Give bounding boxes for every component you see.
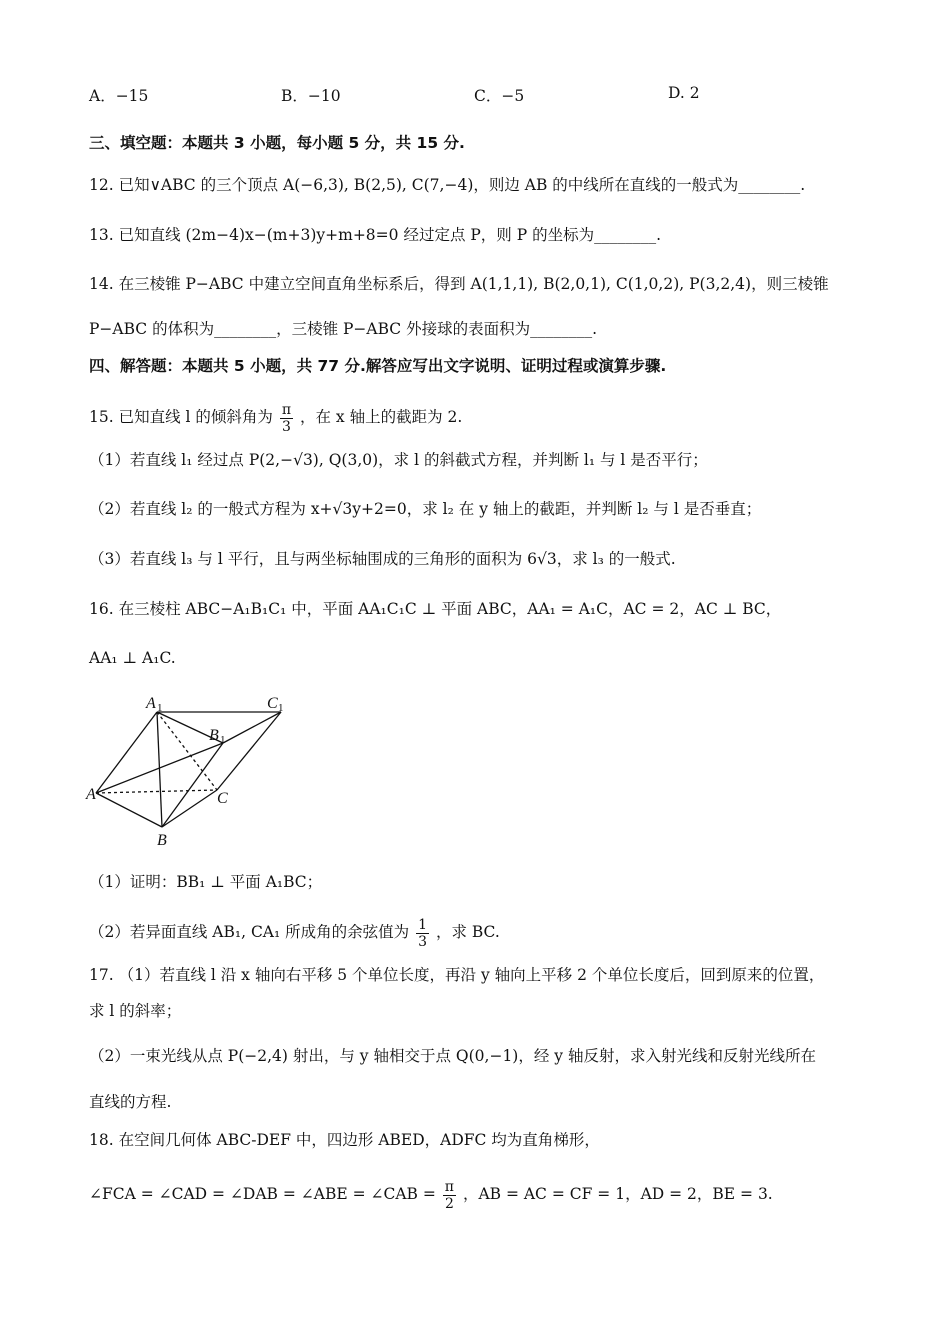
question-15-stem (89, 397, 462, 437)
label-b1: B (209, 727, 219, 744)
question-17-line-4: 直线的方程. (89, 1093, 172, 1111)
question-17-line-1: 17. （1）若直线 l 沿 x 轴向右平移 5 个单位长度，再沿 y 轴向上平移 2 个单位长度后，回到原来的位置， (89, 966, 825, 984)
question-15-part-2: （2）若直线 l₂ 的一般式方程为 x+√3y+2=0，求 l₂ 在 y 轴上的截距，并判断 l₂ 与 l 是否垂直； (89, 500, 762, 518)
question-15-part-1: （1）若直线 l₁ 经过点 P(2,−√3), Q(3,0)，求 l 的斜截式方程，并判断 l₁ 与 l 是否平行； (89, 451, 708, 469)
question-14-line-2: P−ABC 的体积为________，三棱锥 P−ABC 外接球的表面积为________. (89, 320, 598, 338)
question-16-line-1: 16. 在三棱柱 ABC−A₁B₁C₁ 中，平面 AA₁C₁C ⊥ 平面 ABC，AA₁ = A₁C，AC = 2，AC ⊥ BC， (89, 600, 782, 618)
q16-p2-post: ，求 BC. (435, 923, 500, 941)
edge-a1-c-dashed (157, 712, 217, 790)
question-14-line-1: 14. 在三棱锥 P−ABC 中建立空间直角坐标系后，得到 A(1,1,1), B(2,0,1), C(1,0,2), P(3,2,4)，则三棱锥 (89, 275, 829, 293)
q18-frac-num: π (444, 1178, 454, 1195)
q18-frac-den: 2 (444, 1195, 454, 1212)
label-c1-sub: 1 (278, 702, 284, 714)
label-b: B (157, 832, 167, 849)
q18-line2-post: ，AB = AC = CF = 1，AD = 2，BE = 3. (462, 1185, 773, 1203)
question-18-line-1: 18. 在空间几何体 ABC-DEF 中，四边形 ABED，ADFC 均为直角梯形， (89, 1131, 600, 1149)
q18-line2-pre: ∠FCA = ∠CAD = ∠DAB = ∠ABE = ∠CAB = (89, 1185, 436, 1203)
question-17-line-2: 求 l 的斜率； (89, 1002, 182, 1020)
edge-a1-b (157, 712, 162, 827)
q15-stem-pre: 15. 已知直线 l 的倾斜角为 (89, 408, 273, 426)
label-b1-sub: 1 (220, 734, 226, 746)
option-c: C．−5 (474, 87, 525, 105)
label-a1: A (146, 695, 156, 712)
option-d: D. 2 (668, 84, 700, 102)
label-c1: C (267, 695, 278, 712)
q15-frac-num: π (281, 401, 292, 418)
label-c: C (217, 790, 228, 807)
question-16-line-2: AA₁ ⊥ A₁C. (89, 649, 176, 667)
question-16-part-2 (89, 912, 500, 952)
edge-a-c-dashed (96, 790, 217, 793)
q16-p2-pre: （2）若异面直线 AB₁, CA₁ 所成角的余弦值为 (89, 923, 410, 941)
question-12: 12. 已知∨ABC 的三个顶点 A(−6,3), B(2,5), C(7,−4)，则边 AB 的中线所在直线的一般式为________. (89, 176, 806, 194)
label-a: A (86, 786, 96, 803)
option-a: A．−15 (89, 87, 149, 105)
question-18-line-2 (89, 1172, 773, 1216)
q16-frac-num: 1 (418, 916, 427, 933)
q15-fraction (280, 402, 293, 435)
edge-c-c1 (217, 712, 281, 790)
question-16-part-1: （1）证明：BB₁ ⊥ 平面 A₁BC； (89, 873, 323, 891)
q18-fraction (443, 1179, 456, 1212)
label-a1-sub: 1 (157, 702, 163, 714)
q15-stem-post: ，在 x 轴上的截距为 2. (299, 408, 463, 426)
q16-fraction (416, 917, 429, 950)
edge-a-b (96, 793, 162, 827)
q15-frac-den: 3 (281, 418, 291, 435)
question-15-part-3: （3）若直线 l₃ 与 l 平行，且与两坐标轴围成的三角形的面积为 6√3，求 l₃ 的一般式. (89, 550, 676, 568)
question-17-line-3: （2）一束光线从点 P(−2,4) 射出，与 y 轴相交于点 Q(0,−1)，经 y 轴反射，求入射光线和反射光线所在 (89, 1047, 816, 1065)
section-3-title: 三、填空题：本题共 3 小题，每小题 5 分，共 15 分. (89, 134, 465, 152)
q16-frac-den: 3 (418, 933, 427, 950)
prism-figure (84, 690, 314, 855)
edge-b1-c1 (223, 712, 281, 743)
edge-b-c (162, 790, 217, 827)
question-13: 13. 已知直线 (2m−4)x−(m+3)y+m+8=0 经过定点 P，则 P 的坐标为________. (89, 226, 662, 244)
section-4-title: 四、解答题：本题共 5 小题，共 77 分.解答应写出文字说明、证明过程或演算步骤. (89, 357, 667, 375)
option-b: B．−10 (281, 87, 341, 105)
